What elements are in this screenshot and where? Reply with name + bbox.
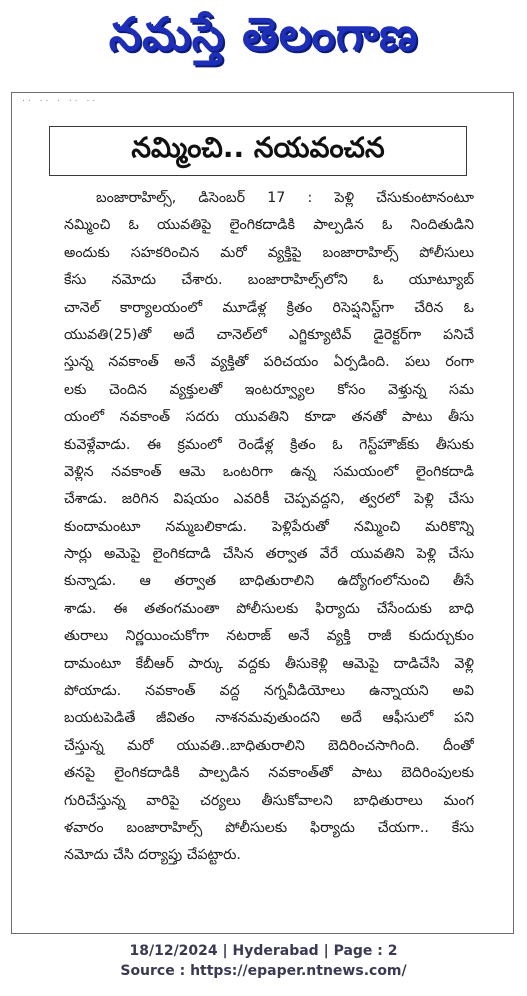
article-line: కుందామంటూ నమ్మబలికాడు. పెళ్లిపేరుతో నమ్మించి మరికొన్ని — [64, 518, 474, 535]
article-line: పోయాడు. నవకాంత్ వద్ద నగ్నవీడియోలు ఉన్నాయని అవి — [64, 683, 474, 700]
article-line: యంలో నవకాంత్ సదరు యువతిని కూడా తనతో పాటు తీసు — [64, 409, 474, 426]
masthead — [0, 0, 527, 80]
article-line: చేశాడు. జరిగిన విషయం ఎవరికీ చెప్పవద్దని, త్వరలో పెళ్లి చేసు — [64, 491, 474, 508]
article-line: శాడు. ఈ తతంగమంతా పోలీసులకు ఫిర్యాదు చేసేందుకు బాధి — [64, 600, 474, 617]
newspaper-logo: నమస్తే తెలంగాణ — [108, 7, 419, 61]
article-line: దామంటూ కేబీఆర్ పార్కు వద్దకు తీసుకెళ్లి ఆమెపై దాడిచేసి వెళ్లి — [64, 655, 474, 672]
article-line: స్తున్న నవకాంత్ అనే వ్యక్తితో పరిచయం ఏర్పడింది. పలు రంగా — [64, 354, 474, 371]
article-line: ళవారం బంజారాహిల్స్ పోలీసులకు ఫిర్యాదు చేయగా.. కేసు — [64, 819, 474, 836]
article-line: చానెల్ కార్యాలయంలో మూడేళ్ల క్రితం రిసెప్షనిస్ట్‌గా చేరిన ఓ — [64, 299, 474, 316]
article-line: అందుకు సహకరించిన మరో వ్యక్తిపై బంజారాహిల్స్ పోలీసులు — [64, 244, 474, 261]
headline-box — [49, 126, 467, 176]
article-line: వెళ్లిన నవకాంత్ ఆమె ఒంటరిగా ఉన్న సమయంలో లైంగికదాడి — [64, 463, 474, 480]
article-line: చేస్తున్న మరో యువతి..బాధితురాలిని బెదిరించసాగింది. దీంతో — [64, 737, 474, 754]
article-line: లకు చెందిన వ్యక్తులతో ఇంటర్వ్యూల కోసం వెళ్తున్న సమ — [64, 381, 474, 398]
article-line: బంజారాహిల్స్, డిసెంబర్ 17 : పెళ్లి చేసుకుంటానంటూ — [96, 190, 474, 206]
article-line: తురాలు నిర్ణయించుకోగా నటరాజ్ అనే వ్యక్తి రాజీ కుదుర్చుకుం — [64, 628, 474, 645]
page-footer — [0, 934, 527, 996]
source-line: Source : https://epaper.ntnews.com/ — [120, 963, 407, 979]
article-line: నమ్మించి ఓ యువతిపై లైంగికదాడికి పాల్పడిన ఓ నిందితుడిని — [64, 217, 474, 234]
article-line: కేసు నమోదు చేశారు. బంజారాహిల్స్‌లోని ఓ యూట్యూబ్ — [64, 272, 474, 289]
dateline: 18/12/2024 | Hyderabad | Page : 2 — [129, 943, 398, 959]
article-headline: నమ్మించి.. నయవంచన — [131, 131, 385, 164]
article-line: నమోదు చేసి దర్యాప్తు చేపట్టారు. — [64, 847, 241, 864]
article-line: బయటపెడితే జీవితం నాశనమవుతుందని అదే ఆఫీసులో పని — [64, 710, 474, 727]
article-line: కువెళ్లేవాడు. ఈ క్రమంలో రెండేళ్ల క్రితం ఓ గెస్ట్‌హౌజ్‌కు తీసుకు — [64, 436, 474, 453]
crop-edge-residue: .. .. . .. .. — [22, 95, 99, 103]
article-body — [64, 185, 474, 870]
article-line: గురిచేస్తున్న వారిపై చర్యలు తీసుకోవాలని బాధితురాలు మంగ — [64, 792, 474, 809]
article-line: సార్లు అమెపై లైంగికదాడి చేసిన తర్వాత వేరే యువతిని పెళ్లి చేసు — [64, 546, 474, 563]
article-line: కున్నాడు. ఆ తర్వాత బాధితురాలిని ఉద్యోగంలోనుంచి తీసే — [64, 573, 474, 590]
article-clipping — [11, 92, 514, 934]
article-line: యువతి(25)తో అదే చానెల్‌లో ఎగ్జిక్యూటివ్ డైరెక్టర్‌గా పనిచే — [64, 326, 474, 343]
article-line: తనపై లైంగికదాడికి పాల్పడిన నవకాంత్‌తో పాటు బెదిరింపులకు — [64, 765, 474, 782]
